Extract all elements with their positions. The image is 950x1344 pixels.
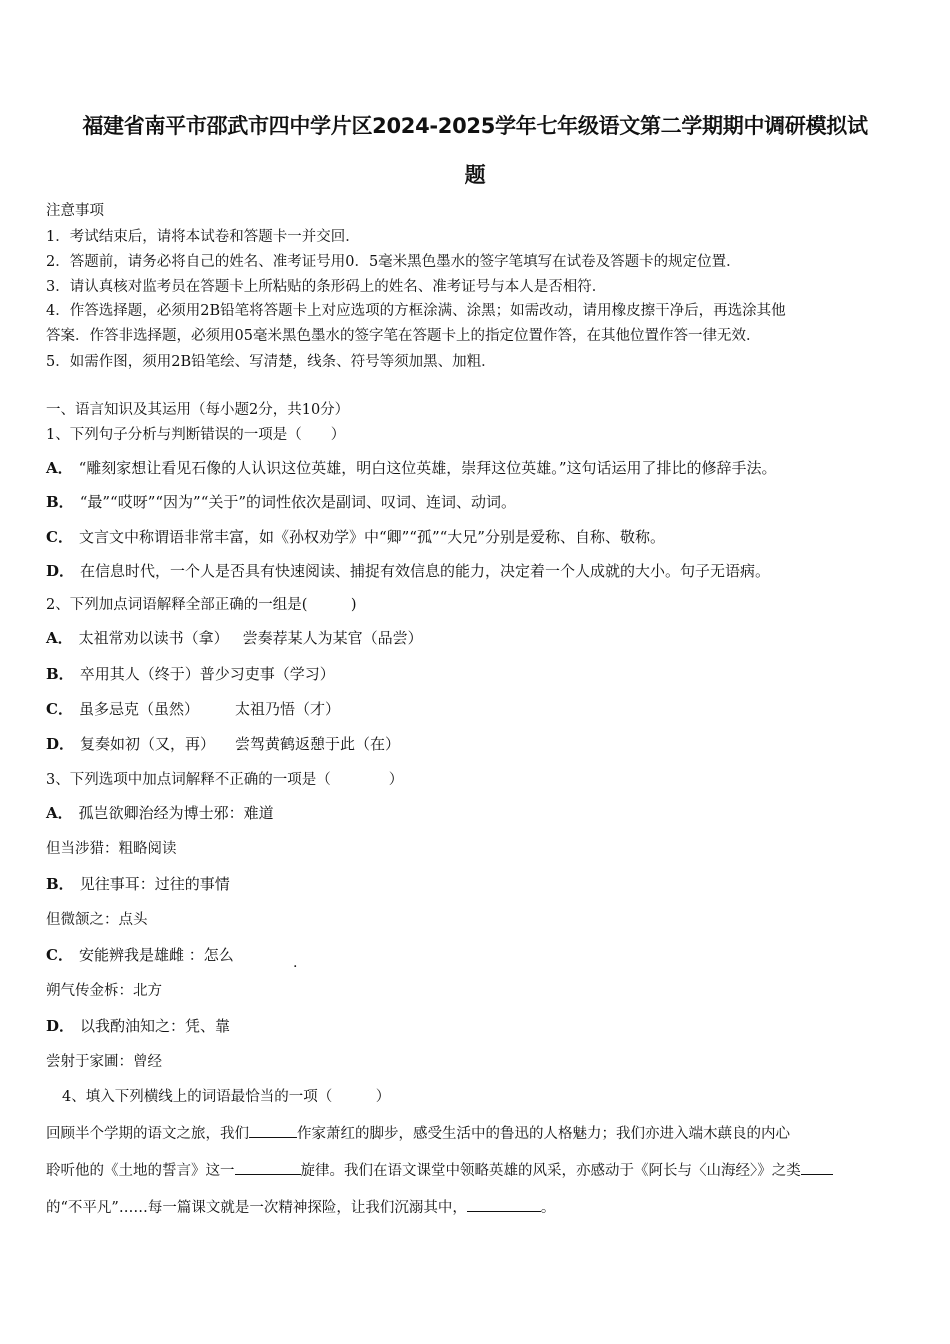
stray-dot: . [293,955,298,971]
option-label: A． [46,459,73,477]
question-3-option-b-sub: 但微颔之：点头 [46,912,148,928]
option-text: 孤岂欲卿治经为博士邪：难道 [78,804,274,822]
question-4-passage-line [46,1161,833,1179]
question-4-passage-line [46,1198,555,1216]
answer-blank[interactable] [249,1124,297,1138]
option-text: 见往事耳：过往的事情 [79,875,230,893]
option-label: A． [46,629,73,647]
passage-text: 聆听他的《土地的誓言》这一 [46,1163,235,1179]
document-title: 福建省南平市邵武市四中学片区2024-2025学年七年级语文第二学期期中调研模拟试 [82,114,868,138]
notes-heading: 注意事项 [46,203,104,219]
note-item: 4．作答选择题，必须用2B铅笔将答题卡上对应选项的方框涂满、涂黑；如需改动，请用橡皮擦干净后，再选涂其他 [46,303,786,319]
option-text: 太祖乃悟（才） [234,700,340,718]
option-text: 太祖常劝以读书（拿） [78,629,229,647]
option-text: 虽多忌克（虽然） [78,700,199,718]
question-3-option-b [46,877,230,892]
option-text: 在信息时代，一个人是否具有快速阅读、捕捉有效信息的能力，决定着一个人成就的大小。句子无语病。 [80,562,771,580]
option-label: D． [46,1017,75,1035]
question-3-option-c-sub: 朔气传金柝：北方 [46,983,162,999]
question-1-option-b [46,495,516,510]
question-4-passage-line [46,1124,790,1142]
passage-text: 作家萧红的脚步，感受生活中的鲁迅的人格魅力；我们亦进入端木蕻良的内心 [297,1126,790,1142]
option-label: A． [46,804,73,822]
question-1-option-c [46,530,665,545]
option-label: D． [46,735,75,753]
option-label: B． [46,665,74,683]
option-label: C． [46,528,73,546]
question-3-option-a [46,806,274,821]
option-label: C． [46,700,73,718]
question-3-option-d [46,1019,230,1034]
question-1-stem: 1、下列句子分析与判断错误的一项是（ ） [46,427,346,443]
option-label: B． [46,493,74,511]
note-item: 5．如需作图，须用2B铅笔绘、写清楚，线条、符号等须加黑、加粗． [46,354,496,370]
passage-text: 。 [540,1200,556,1216]
section-heading: 一、语言知识及其运用（每小题2分，共10分） [46,402,350,418]
option-text: 尝驾黄鹤返憩于此（在） [235,735,401,753]
passage-text: 的“不平凡”……每一篇课文就是一次精神探险，让我们沉溺其中， [46,1200,467,1216]
passage-text: 回顾半个学期的语文之旅，我们 [46,1126,249,1142]
option-text: 普少习吏事（学习） [199,665,335,683]
option-label: B． [46,875,74,893]
question-2-stem: 2、下列加点词语解释全部正确的一组是( ) [46,597,357,613]
note-item: 3．请认真核对监考员在答题卡上所粘贴的条形码上的姓名、准考证号与本人是否相符． [46,279,607,295]
option-label: D． [46,562,75,580]
note-item: 1．考试结束后，请将本试卷和答题卡一并交回． [46,229,360,245]
question-3-stem: 3、下列选项中加点词解释不正确的一项是（ ） [46,772,404,788]
option-label: C． [46,946,73,964]
question-3-option-d-sub: 尝射于家圃：曾经 [46,1054,162,1070]
question-3-option-c [46,948,234,963]
question-4-stem: 4、填入下列横线上的词语最恰当的一项（ ） [62,1089,391,1105]
option-text: 复奏如初（又，再） [80,735,216,753]
option-text: 安能辨我是雄雌 ：怎么 [78,946,234,964]
option-text: “雕刻家想让看见石像的人认识这位英雄，明白这位英雄，崇拜这位英雄。”这句话运用了排比的修辞手法。 [78,459,777,477]
question-1-option-a [46,461,776,476]
question-3-option-a-sub: 但当涉猎：粗略阅读 [46,841,177,857]
option-text: 文言文中称谓语非常丰富，如《孙权劝学》中“卿”“孤”“大兄”分别是爱称、自称、敬称。 [78,528,665,546]
option-text: 卒用其人（终于） [79,665,200,683]
question-2-option-b [46,667,335,682]
option-text: 尝奏荐某人为某官（品尝） [242,629,423,647]
question-1-option-d [46,564,770,579]
option-text: “最”“哎呀”“因为”“关于”的词性依次是副词、叹词、连词、动词。 [79,493,517,511]
note-item: 答案．作答非选择题，必须用05毫米黑色墨水的签字笔在答题卡上的指定位置作答，在其他位置作答一律无效． [46,328,761,344]
option-text: 以我酌油知之：凭、靠 [80,1017,231,1035]
question-2-option-d [46,737,400,752]
answer-blank[interactable] [801,1161,833,1175]
note-item: 2．答题前，请务必将自己的姓名、准考证号用0．5毫米黑色墨水的签字笔填写在试卷及答题卡的规定位置． [46,254,741,270]
question-2-option-c [46,702,340,717]
document-title-continued: 题 [464,163,486,187]
passage-text: 旋律。我们在语文课堂中领略英雄的风采，亦感动于《阿长与〈山海经〉》之类 [300,1163,801,1179]
answer-blank[interactable] [235,1161,301,1175]
question-2-option-a [46,631,423,646]
answer-blank[interactable] [467,1198,541,1212]
